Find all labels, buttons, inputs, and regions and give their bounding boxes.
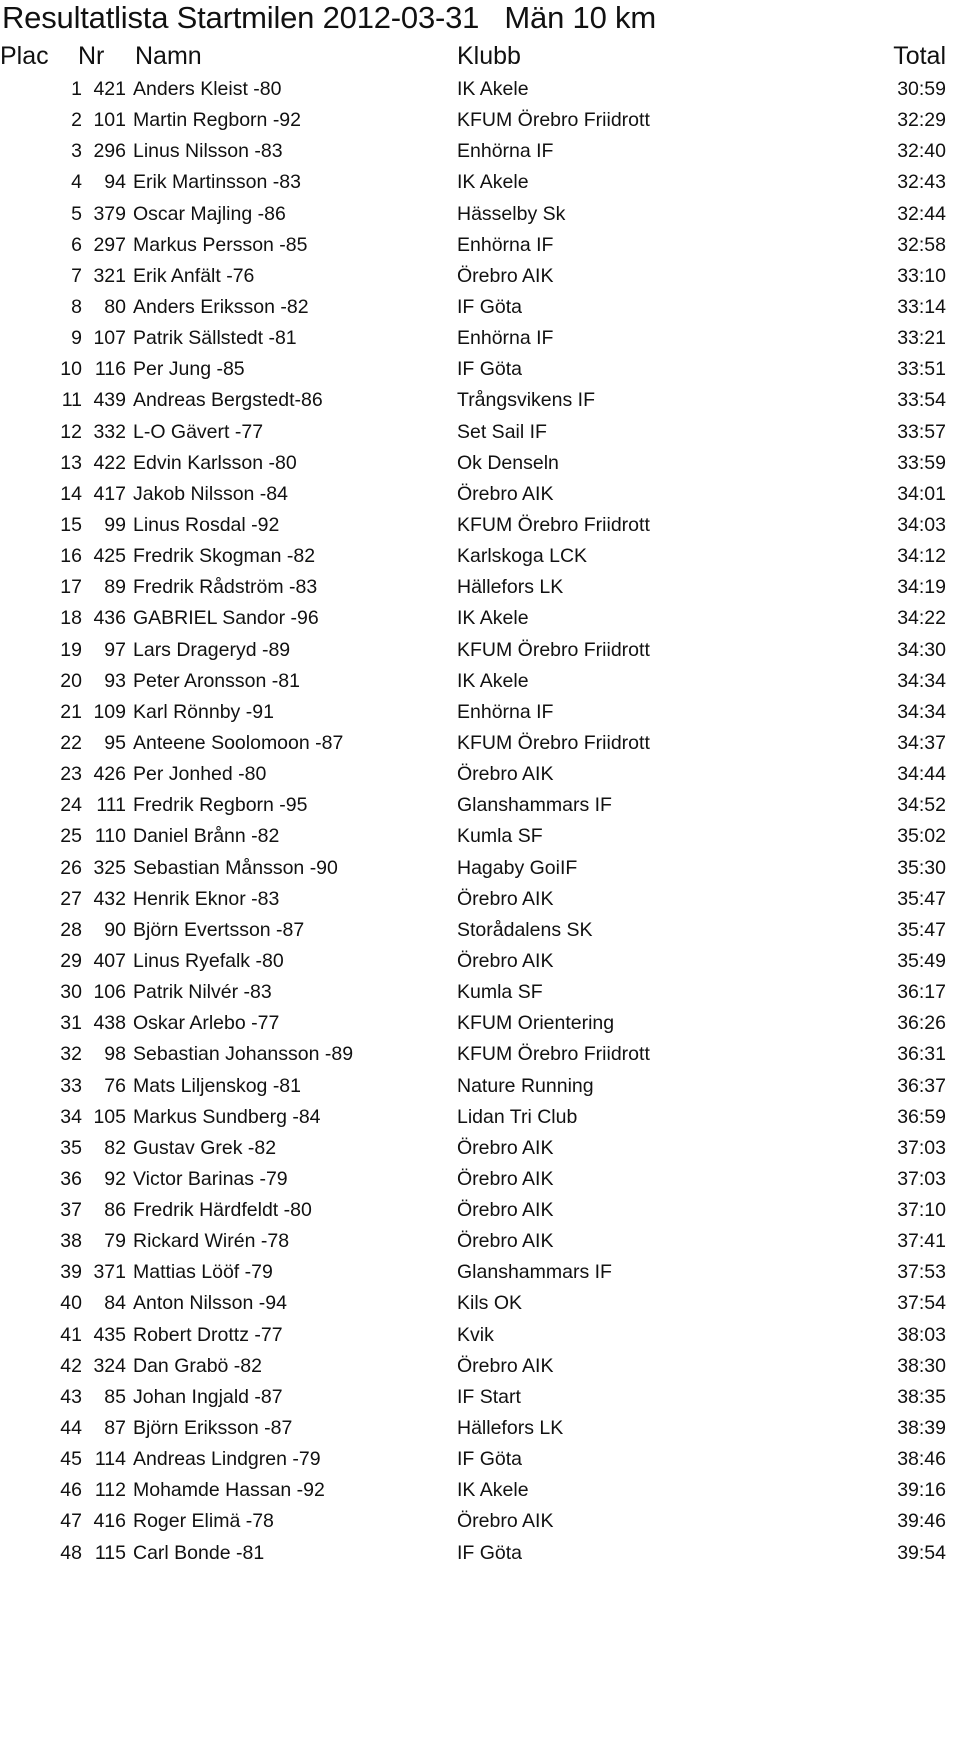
cell-nr: 407	[93, 949, 126, 972]
cell-plac: 38	[60, 1230, 82, 1253]
cell-plac: 32	[60, 1043, 82, 1066]
cell-namn: Mats Liljenskog -81	[133, 1074, 301, 1097]
cell-klubb: Lidan Tri Club	[457, 1105, 578, 1128]
cell-total: 38:03	[897, 1323, 946, 1346]
cell-nr: 109	[93, 700, 126, 723]
cell-namn: L-O Gävert -77	[133, 420, 264, 443]
cell-nr: 439	[93, 389, 126, 412]
table-row	[0, 1164, 960, 1195]
cell-total: 33:54	[897, 389, 946, 412]
cell-plac: 43	[60, 1385, 82, 1408]
cell-nr: 438	[93, 1012, 126, 1035]
cell-namn: Daniel Brånn -82	[133, 825, 280, 848]
cell-klubb: Karlskoga LCK	[457, 545, 588, 568]
cell-klubb: KFUM Orientering	[457, 1012, 615, 1035]
table-row	[0, 1475, 960, 1506]
cell-total: 35:30	[897, 856, 946, 879]
cell-nr: 95	[104, 731, 126, 754]
cell-nr: 76	[104, 1074, 126, 1097]
cell-total: 38:39	[897, 1417, 946, 1440]
cell-klubb: Örebro AIK	[457, 1136, 554, 1159]
cell-namn: Sebastian Johansson -89	[133, 1043, 354, 1066]
cell-klubb: Ok Denseln	[457, 451, 559, 474]
cell-namn: GABRIEL Sandor -96	[133, 607, 319, 630]
cell-plac: 40	[60, 1292, 82, 1315]
table-header	[0, 38, 960, 74]
cell-nr: 85	[104, 1385, 126, 1408]
cell-total: 36:59	[897, 1105, 946, 1128]
cell-plac: 42	[60, 1354, 82, 1377]
table-row	[0, 1226, 960, 1257]
cell-namn: Gustav Grek -82	[133, 1136, 277, 1159]
cell-nr: 110	[94, 825, 126, 848]
cell-klubb: Enhörna IF	[457, 233, 554, 256]
cell-namn: Anders Eriksson -82	[133, 295, 309, 318]
cell-klubb: Hällefors LK	[457, 576, 564, 599]
cell-klubb: Örebro AIK	[457, 763, 554, 786]
cell-plac: 15	[60, 513, 82, 536]
table-row	[0, 759, 960, 790]
cell-plac: 2	[71, 109, 82, 132]
cell-total: 34:44	[897, 763, 946, 786]
cell-total: 34:12	[897, 545, 946, 568]
table-row	[0, 1195, 960, 1226]
cell-total: 32:43	[897, 171, 946, 194]
cell-nr: 87	[104, 1417, 126, 1440]
cell-klubb: Glanshammars IF	[457, 1261, 612, 1284]
cell-klubb: Glanshammars IF	[457, 794, 612, 817]
results-table	[0, 74, 960, 1744]
cell-nr: 436	[93, 607, 126, 630]
cell-plac: 23	[60, 763, 82, 786]
cell-plac: 7	[71, 264, 82, 287]
table-row	[0, 261, 960, 292]
cell-klubb: Hagaby GoiIF	[457, 856, 578, 879]
cell-klubb: IK Akele	[457, 171, 529, 194]
cell-nr: 114	[94, 1448, 126, 1471]
cell-plac: 47	[60, 1510, 82, 1533]
cell-total: 39:46	[897, 1510, 946, 1533]
cell-total: 38:35	[897, 1385, 946, 1408]
table-row	[0, 448, 960, 479]
cell-total: 32:40	[897, 140, 946, 163]
cell-klubb: Set Sail IF	[457, 420, 547, 443]
table-row	[0, 1102, 960, 1133]
cell-klubb: IK Akele	[457, 1479, 529, 1502]
cell-plac: 4	[71, 171, 82, 194]
cell-klubb: Örebro AIK	[457, 1230, 554, 1253]
cell-namn: Roger Elimä -78	[133, 1510, 274, 1533]
cell-namn: Anders Kleist -80	[133, 78, 282, 100]
table-row	[0, 479, 960, 510]
cell-plac: 20	[60, 669, 82, 692]
cell-plac: 31	[60, 1012, 82, 1035]
cell-plac: 37	[60, 1199, 82, 1222]
cell-total: 34:30	[897, 638, 946, 661]
table-row	[0, 572, 960, 603]
cell-klubb: IK Akele	[457, 78, 529, 100]
cell-nr: 112	[94, 1479, 126, 1502]
cell-nr: 296	[93, 140, 126, 163]
cell-namn: Markus Persson -85	[133, 233, 308, 256]
table-row	[0, 853, 960, 884]
cell-total: 36:17	[897, 981, 946, 1004]
cell-plac: 13	[60, 451, 82, 474]
table-row	[0, 417, 960, 448]
cell-nr: 432	[93, 887, 126, 910]
cell-total: 39:54	[897, 1541, 946, 1564]
table-row	[0, 790, 960, 821]
table-row	[0, 946, 960, 977]
cell-nr: 421	[93, 78, 126, 100]
cell-namn: Lars Drageryd -89	[133, 638, 291, 661]
table-row	[0, 1039, 960, 1070]
cell-plac: 16	[60, 545, 82, 568]
cell-nr: 106	[93, 981, 126, 1004]
cell-klubb: IK Akele	[457, 607, 529, 630]
cell-plac: 21	[60, 700, 82, 723]
cell-namn: Andreas Bergstedt-86	[133, 389, 323, 412]
cell-plac: 41	[60, 1323, 82, 1346]
cell-nr: 84	[104, 1292, 126, 1315]
header-nr: Nr	[78, 42, 105, 70]
cell-namn: Anteene Soolomoon -87	[133, 731, 344, 754]
table-row	[0, 1538, 960, 1569]
table-row	[0, 105, 960, 136]
cell-namn: Linus Rosdal -92	[133, 513, 280, 536]
cell-plac: 24	[60, 794, 82, 817]
cell-nr: 116	[94, 358, 126, 381]
cell-klubb: Storådalens SK	[457, 918, 593, 941]
cell-plac: 25	[60, 825, 82, 848]
cell-namn: Carl Bonde -81	[133, 1541, 265, 1564]
cell-plac: 33	[60, 1074, 82, 1097]
cell-nr: 107	[93, 327, 126, 350]
cell-plac: 9	[71, 327, 82, 350]
cell-klubb: Örebro AIK	[457, 1167, 554, 1190]
cell-klubb: IF Göta	[457, 358, 523, 381]
cell-namn: Linus Ryefalk -80	[133, 949, 284, 972]
table-row	[0, 915, 960, 946]
table-row	[0, 821, 960, 852]
cell-nr: 92	[104, 1167, 126, 1190]
cell-total: 36:26	[897, 1012, 946, 1035]
cell-namn: Sebastian Månsson -90	[133, 856, 338, 879]
cell-namn: Henrik Eknor -83	[133, 887, 280, 910]
header-namn: Namn	[135, 42, 202, 70]
cell-total: 35:02	[897, 825, 946, 848]
cell-plac: 26	[60, 856, 82, 879]
cell-nr: 79	[104, 1230, 126, 1253]
cell-namn: Oskar Arlebo -77	[133, 1012, 280, 1035]
table-row	[0, 136, 960, 167]
cell-plac: 8	[71, 295, 82, 318]
cell-plac: 18	[60, 607, 82, 630]
cell-klubb: KFUM Örebro Friidrott	[457, 513, 650, 536]
table-row	[0, 1133, 960, 1164]
cell-namn: Oscar Majling -86	[133, 202, 286, 225]
cell-plac: 36	[60, 1167, 82, 1190]
cell-nr: 297	[93, 233, 126, 256]
cell-klubb: Kumla SF	[457, 825, 543, 848]
cell-namn: Dan Grabö -82	[133, 1354, 262, 1377]
cell-nr: 425	[93, 545, 126, 568]
cell-nr: 111	[96, 794, 126, 817]
table-row	[0, 1288, 960, 1319]
cell-plac: 10	[60, 358, 82, 381]
cell-total: 37:53	[897, 1261, 946, 1284]
cell-total: 38:46	[897, 1448, 946, 1471]
cell-klubb: Trångsvikens IF	[457, 389, 595, 412]
cell-klubb: Enhörna IF	[457, 140, 554, 163]
table-row	[0, 1320, 960, 1351]
cell-klubb: Kvik	[457, 1323, 494, 1346]
cell-nr: 93	[104, 669, 126, 692]
cell-klubb: KFUM Örebro Friidrott	[457, 109, 650, 132]
cell-namn: Andreas Lindgren -79	[133, 1448, 321, 1471]
cell-namn: Erik Anfält -76	[133, 264, 255, 287]
cell-total: 37:03	[897, 1167, 946, 1190]
cell-total: 35:47	[897, 887, 946, 910]
cell-total: 37:10	[897, 1199, 946, 1222]
cell-klubb: KFUM Örebro Friidrott	[457, 731, 650, 754]
cell-total: 34:01	[897, 482, 946, 505]
cell-nr: 332	[93, 420, 126, 443]
cell-plac: 48	[60, 1541, 82, 1564]
table-row	[0, 697, 960, 728]
cell-klubb: Örebro AIK	[457, 1354, 554, 1377]
table-row	[0, 977, 960, 1008]
cell-namn: Patrik Sällstedt -81	[133, 327, 297, 350]
cell-namn: Karl Rönnby -91	[133, 700, 274, 723]
table-row	[0, 292, 960, 323]
cell-total: 34:19	[897, 576, 946, 599]
cell-klubb: Örebro AIK	[457, 264, 554, 287]
cell-total: 33:10	[897, 264, 946, 287]
cell-nr: 324	[93, 1354, 126, 1377]
cell-namn: Johan Ingjald -87	[133, 1385, 283, 1408]
cell-total: 34:37	[897, 731, 946, 754]
table-row	[0, 1257, 960, 1288]
header-total: Total	[893, 42, 946, 70]
table-row	[0, 1351, 960, 1382]
cell-klubb: KFUM Örebro Friidrott	[457, 1043, 650, 1066]
cell-namn: Fredrik Rådström -83	[133, 576, 318, 599]
cell-plac: 34	[60, 1105, 82, 1128]
table-row	[0, 354, 960, 385]
cell-total: 33:51	[897, 358, 946, 381]
cell-total: 34:52	[897, 794, 946, 817]
cell-namn: Björn Eriksson -87	[133, 1417, 293, 1440]
cell-total: 33:14	[897, 295, 946, 318]
cell-namn: Erik Martinsson -83	[133, 171, 301, 194]
cell-nr: 97	[104, 638, 126, 661]
table-row	[0, 74, 960, 105]
cell-namn: Mohamde Hassan -92	[133, 1479, 325, 1502]
cell-namn: Björn Evertsson -87	[133, 918, 305, 941]
cell-nr: 86	[104, 1199, 126, 1222]
cell-total: 32:58	[897, 233, 946, 256]
table-row	[0, 884, 960, 915]
cell-namn: Per Jonhed -80	[133, 763, 267, 786]
cell-namn: Rickard Wirén -78	[133, 1230, 290, 1253]
cell-namn: Martin Regborn -92	[133, 109, 301, 132]
cell-plac: 19	[60, 638, 82, 661]
cell-nr: 321	[93, 264, 126, 287]
cell-total: 37:03	[897, 1136, 946, 1159]
cell-nr: 426	[93, 763, 126, 786]
header-plac: Plac	[0, 42, 49, 70]
cell-klubb: Örebro AIK	[457, 887, 554, 910]
cell-klubb: IF Göta	[457, 1541, 523, 1564]
table-row	[0, 1071, 960, 1102]
cell-nr: 90	[104, 918, 126, 941]
table-row	[0, 323, 960, 354]
cell-klubb: IF Start	[457, 1385, 521, 1408]
cell-klubb: Hällefors LK	[457, 1417, 564, 1440]
cell-total: 33:21	[897, 327, 946, 350]
cell-namn: Mattias Lööf -79	[133, 1261, 273, 1284]
cell-nr: 89	[104, 576, 126, 599]
page-title: Resultatlista Startmilen 2012-03-31 Män 10 km	[2, 0, 656, 35]
cell-nr: 94	[104, 171, 126, 194]
cell-namn: Fredrik Härdfeldt -80	[133, 1199, 312, 1222]
cell-total: 33:59	[897, 451, 946, 474]
cell-namn: Peter Aronsson -81	[133, 669, 300, 692]
cell-namn: Fredrik Regborn -95	[133, 794, 308, 817]
table-row	[0, 230, 960, 261]
cell-klubb: Örebro AIK	[457, 949, 554, 972]
header-klubb: Klubb	[457, 42, 521, 70]
cell-plac: 29	[60, 949, 82, 972]
table-row	[0, 666, 960, 697]
cell-nr: 80	[104, 295, 126, 318]
table-row	[0, 1506, 960, 1537]
table-row	[0, 1444, 960, 1475]
table-row	[0, 1413, 960, 1444]
cell-namn: Patrik Nilvér -83	[133, 981, 272, 1004]
cell-klubb: Enhörna IF	[457, 327, 554, 350]
cell-total: 35:47	[897, 918, 946, 941]
cell-nr: 435	[93, 1323, 126, 1346]
cell-klubb: Hässelby Sk	[457, 202, 566, 225]
cell-nr: 379	[93, 202, 126, 225]
cell-plac: 28	[60, 918, 82, 941]
cell-total: 36:31	[897, 1043, 946, 1066]
cell-total: 32:44	[897, 202, 946, 225]
cell-klubb: Nature Running	[457, 1074, 594, 1097]
cell-klubb: Kumla SF	[457, 981, 543, 1004]
cell-nr: 101	[93, 109, 126, 132]
cell-klubb: Örebro AIK	[457, 1510, 554, 1533]
cell-plac: 5	[71, 202, 82, 225]
cell-total: 30:59	[897, 78, 946, 100]
cell-namn: Per Jung -85	[133, 358, 245, 381]
cell-nr: 422	[93, 451, 126, 474]
cell-plac: 39	[60, 1261, 82, 1284]
cell-namn: Robert Drottz -77	[133, 1323, 283, 1346]
cell-plac: 45	[60, 1448, 82, 1471]
cell-total: 38:30	[897, 1354, 946, 1377]
table-row	[0, 167, 960, 198]
cell-nr: 105	[93, 1105, 126, 1128]
cell-plac: 1	[71, 78, 82, 100]
cell-plac: 30	[60, 981, 82, 1004]
cell-namn: Victor Barinas -79	[133, 1167, 288, 1190]
cell-total: 33:57	[897, 420, 946, 443]
cell-plac: 44	[60, 1417, 82, 1440]
table-row	[0, 1382, 960, 1413]
cell-nr: 325	[93, 856, 126, 879]
cell-namn: Edvin Karlsson -80	[133, 451, 297, 474]
cell-namn: Fredrik Skogman -82	[133, 545, 316, 568]
cell-namn: Anton Nilsson -94	[133, 1292, 287, 1315]
cell-plac: 35	[60, 1136, 82, 1159]
cell-klubb: IF Göta	[457, 295, 523, 318]
cell-nr: 99	[104, 513, 126, 536]
cell-total: 37:54	[897, 1292, 946, 1315]
table-row	[0, 510, 960, 541]
table-row	[0, 728, 960, 759]
cell-plac: 17	[60, 576, 82, 599]
cell-plac: 12	[60, 420, 82, 443]
cell-klubb: Enhörna IF	[457, 700, 554, 723]
table-row	[0, 1008, 960, 1039]
cell-nr: 416	[93, 1510, 126, 1533]
cell-nr: 82	[104, 1136, 126, 1159]
cell-klubb: IK Akele	[457, 669, 529, 692]
cell-klubb: Örebro AIK	[457, 1199, 554, 1222]
cell-namn: Linus Nilsson -83	[133, 140, 283, 163]
table-row	[0, 603, 960, 634]
cell-total: 37:41	[897, 1230, 946, 1253]
cell-total: 34:22	[897, 607, 946, 630]
cell-total: 35:49	[897, 949, 946, 972]
table-row	[0, 541, 960, 572]
cell-namn: Markus Sundberg -84	[133, 1105, 321, 1128]
cell-nr: 417	[93, 482, 126, 505]
cell-plac: 22	[60, 731, 82, 754]
cell-plac: 6	[71, 233, 82, 256]
cell-total: 34:34	[897, 669, 946, 692]
cell-klubb: Kils OK	[457, 1292, 523, 1315]
cell-nr: 371	[93, 1261, 126, 1284]
cell-namn: Jakob Nilsson -84	[133, 482, 288, 505]
cell-nr: 98	[104, 1043, 126, 1066]
cell-total: 36:37	[897, 1074, 946, 1097]
cell-total: 32:29	[897, 109, 946, 132]
cell-plac: 27	[60, 887, 82, 910]
cell-klubb: IF Göta	[457, 1448, 523, 1471]
cell-plac: 3	[71, 140, 82, 163]
cell-klubb: KFUM Örebro Friidrott	[457, 638, 650, 661]
cell-klubb: Örebro AIK	[457, 482, 554, 505]
cell-total: 34:03	[897, 513, 946, 536]
cell-plac: 11	[61, 389, 82, 412]
cell-plac: 14	[60, 482, 82, 505]
table-row	[0, 385, 960, 416]
cell-plac: 46	[60, 1479, 82, 1502]
cell-total: 39:16	[897, 1479, 946, 1502]
cell-nr: 115	[94, 1541, 126, 1564]
cell-total: 34:34	[897, 700, 946, 723]
table-row	[0, 199, 960, 230]
table-row	[0, 635, 960, 666]
